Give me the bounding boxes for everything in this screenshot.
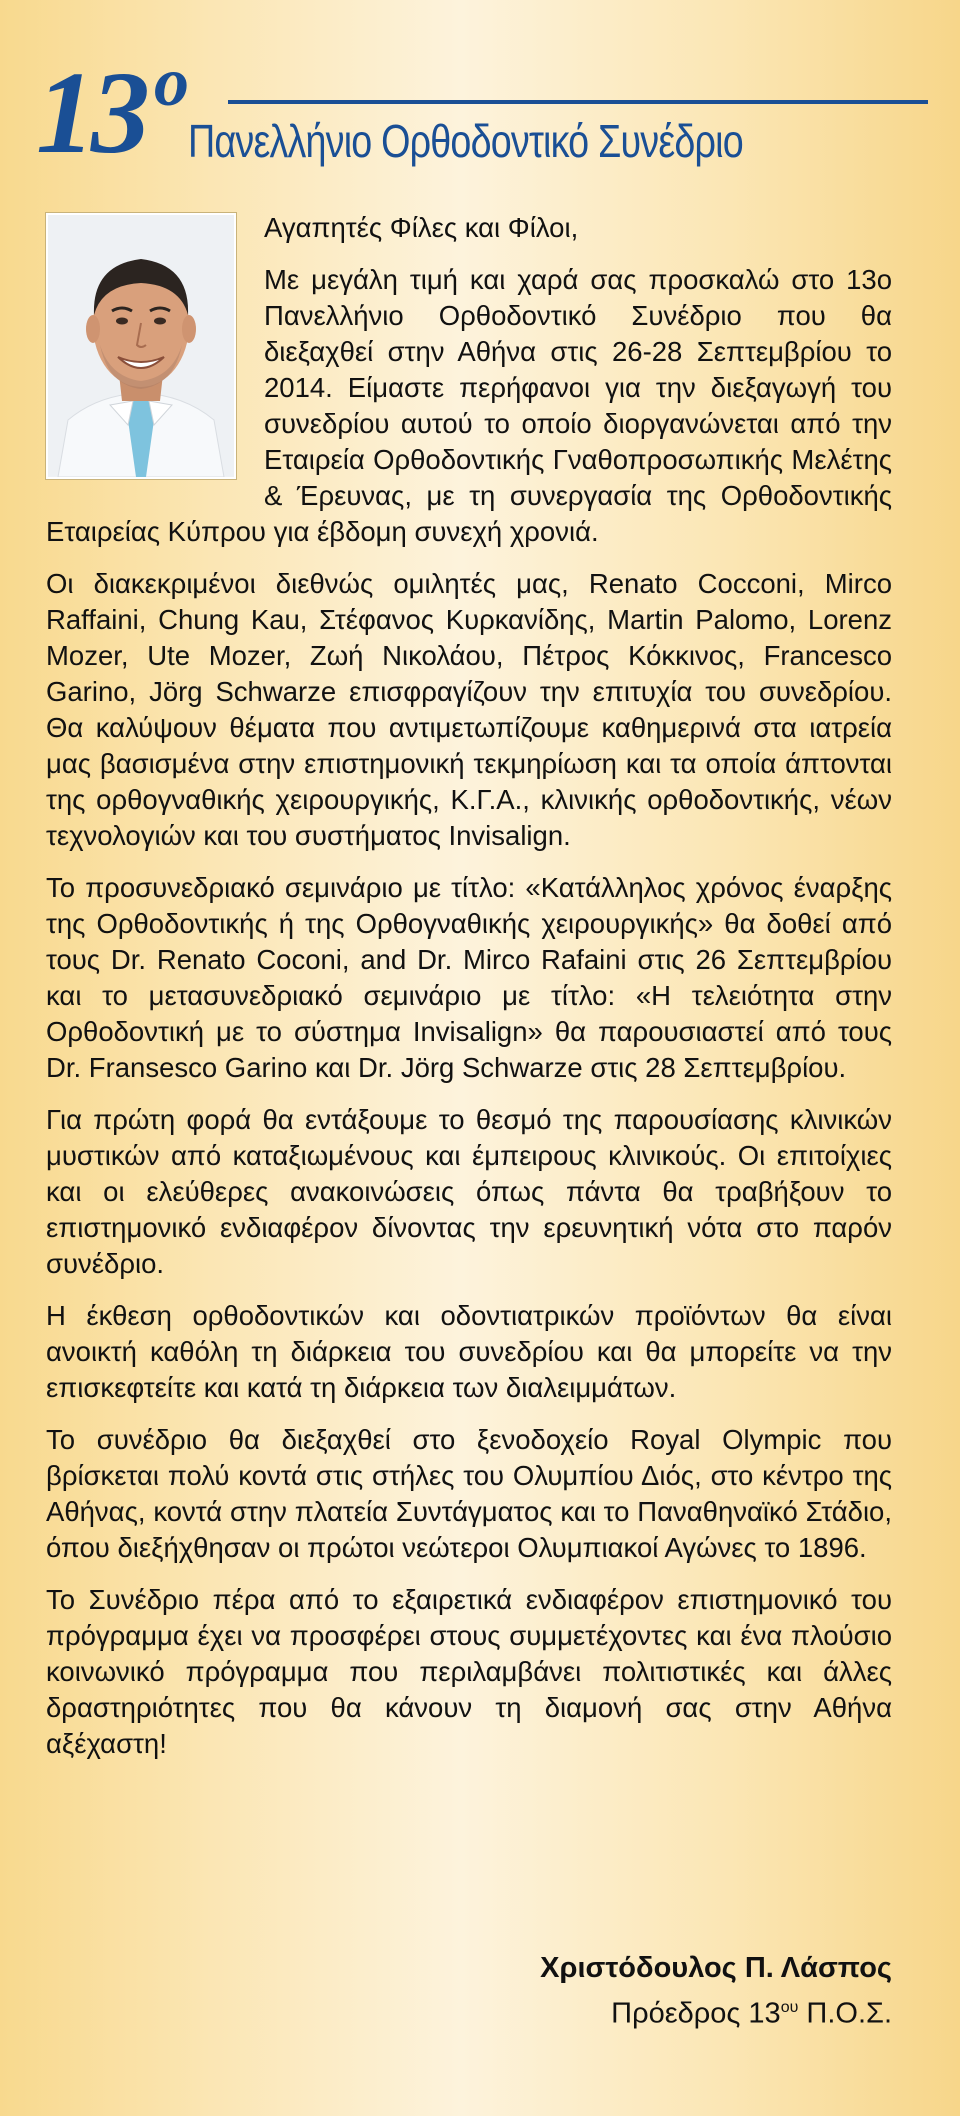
edition-ordinal: ο — [154, 44, 185, 121]
paragraph-1: Με μεγάλη τιμή και χαρά σας προσκαλώ στο 13ο Πανελλήνιο Ορθοδοντικό Συνέδριο που θα διεξαχθεί στην Αθήνα στις 26-28 Σεπτεμβρίου το 2014. Είμαστε περήφανοι για την διεξαγωγή του συνεδρίου αυτού το οποίο διοργανώνεται από την Εταιρεία Ορθοδοντικής Γναθοπροσωπικής Μελέτης & Έρευνας, με τη συνεργασία της Ορθοδοντικής Εταιρείας Κύπρου για έβδομη συνεχή χρονιά. — [46, 264, 892, 547]
paragraph-gap — [46, 1566, 892, 1582]
header-rule — [228, 100, 928, 104]
paragraph-6: Το συνέδριο θα διεξαχθεί στο ξενοδοχείο Royal Olympic που βρίσκεται πολύ κοντά στις στήλες του Ολυμπίου Διός, στο κέντρο της Αθήνας, κοντά στην πλατεία Συντάγματος και το Παναθηναϊκό Στάδιο, όπου διεξήχθησαν οι πρώτοι νεώτεροι Ολυμπιακοί Αγώνες το 1896. — [46, 1424, 892, 1563]
role-prefix: Πρόεδρος 13 — [611, 1997, 781, 2030]
signatory-role — [46, 1988, 892, 2034]
signatory-name: Χριστόδουλος Π. Λάσπος — [540, 1952, 892, 1984]
congress-header — [36, 44, 896, 184]
paragraph-gap — [46, 1282, 892, 1298]
congress-title: Πανελλήνιο Ορθοδοντικό Συνέδριο — [188, 115, 743, 167]
paragraph-5: Η έκθεση ορθοδοντικών και οδοντιατρικών προϊόντων θα είναι ανοικτή καθόλη τη διάρκεια του συνεδρίου και θα μπορείτε να την επισκεφτείτε και κατά τη διάρκεια των διαλειμμάτων. — [46, 1300, 892, 1403]
paragraph-gap — [46, 1086, 892, 1102]
edition-number — [36, 44, 185, 178]
paragraph-gap — [46, 1406, 892, 1422]
paragraph-3: Το προσυνεδριακό σεμινάριο με τίτλο: «Κατάλληλος χρόνος έναρξης της Ορθοδοντικής ή της Ορθογναθικής χειρουργικής» θα δοθεί από τους Dr. Renato Coconi, and Dr. Mirco Rafaini στις 26 Σεπτεμβρίου και το μετασυνεδριακό σεμινάριο με τίτλο: «Η τελειότητα στην Ορθοδοντική με το σύστημα Invisalign» θα παρουσιαστεί από τους Dr. Fransesco Garino και Dr. Jörg Schwarze στις 28 Σεπτεμβρίου. — [46, 872, 892, 1083]
edition-number-text: 13 — [36, 47, 146, 178]
role-ordinal: ου — [780, 1999, 799, 2016]
signature-block — [46, 1948, 892, 2034]
greeting: Αγαπητές Φίλες και Φίλοι, — [264, 212, 579, 243]
paragraph-4: Για πρώτη φορά θα εντάξουμε το θεσμό της παρουσίασης κλινικών μυστικών από καταξιωμένους και έμπειρους κλινικούς. Οι επιτοίχιες και οι ελεύθερες ανακοινώσεις όπως πάντα θα τραβήξουν το επιστημονικό ενδιαφέρον δίνοντας την ερευνητική νότα στο παρόν συνέδριο. — [46, 1104, 892, 1279]
paragraph-gap — [46, 550, 892, 566]
role-suffix: Π.Ο.Σ. — [798, 1997, 892, 2030]
photo-spacer — [46, 210, 264, 480]
paragraph-7: Το Συνέδριο πέρα από το εξαιρετικά ενδιαφέρον επιστημονικό του πρόγραμμα έχει να προσφέρει στους συμμετέχοντες και ένα πλούσιο κοινωνικό πρόγραμμα που περιλαμβάνει πολιτιστικές και άλλες δραστηριότητες που θα κάνουν τη διαμονή σας στην Αθήνα αξέχαστη! — [46, 1584, 892, 1759]
letter-body — [46, 210, 892, 1762]
paragraph-2: Οι διακεκριμένοι διεθνώς ομιλητές μας, Renato Cocconi, Mirco Raffaini, Chung Kau, Στέφανος Κυρκανίδης, Martin Palomo, Lorenz Mozer, Ute Mozer, Ζωή Νικολάου, Πέτρος Κόκκινος, Francesco Garino, Jörg Schwarze επισφραγίζουν την επιτυχία του συνεδρίου. Θα καλύψουν θέματα που αντιμετωπίζουμε καθημερινά στα ιατρεία μας βασισμένα στην επιστημονική τεκμηρίωση και τα οποία άπτονται της ορθογναθικής χειρουργικής, Κ.Γ.Α., κλινικής ορθοδοντικής, νέων τεχνολογιών και του συστήματος Invisalign. — [46, 568, 892, 851]
paragraph-gap — [46, 854, 892, 870]
